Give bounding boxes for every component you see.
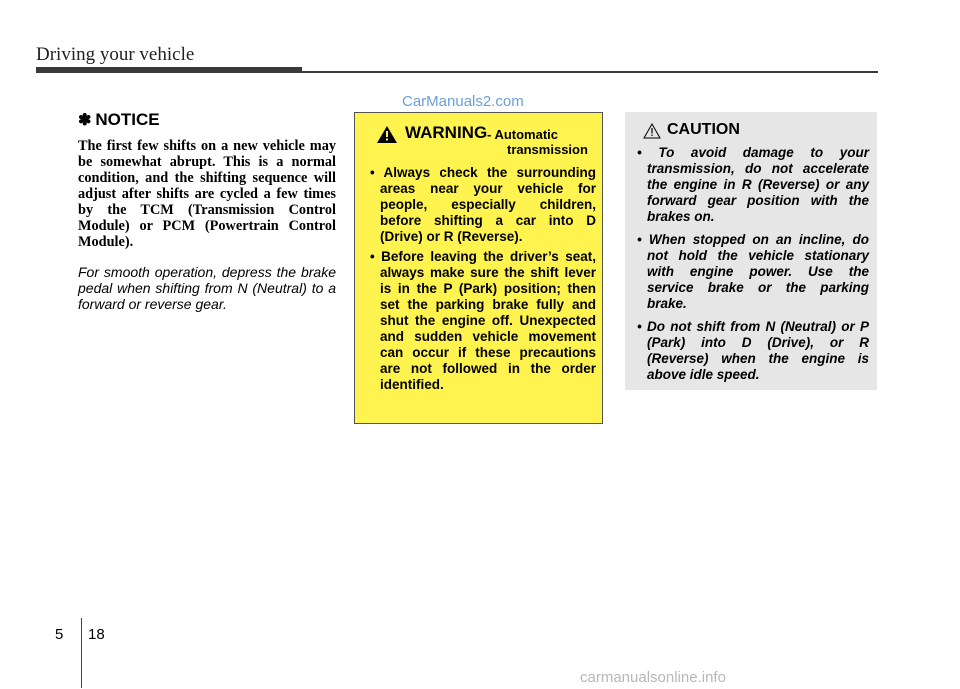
watermark-bottom: carmanualsonline.info [580,669,726,686]
list-item: • To avoid damage to your transmission, do not accelerate the engine in R (Reverse) or any forward gear position with the brakes on. [637,145,869,224]
list-item: • Always check the surrounding areas near your vehicle for people, especially children, before shifting a car into D (Drive) or R (Reverse). [370,165,597,244]
footer-divider [81,618,82,688]
notice-section [78,110,336,312]
list-item: • When stopped on an incline, do not hold the vehicle stationary with engine power. Use the service brake or the parking brake. [637,232,869,311]
page-header-title: Driving your vehicle [36,44,195,65]
warning-triangle-icon [377,126,397,143]
warning-box [354,112,603,424]
caution-title: CAUTION [667,121,740,138]
notice-body: The first few shifts on a new vehicle may be somewhat abrupt. This is a normal condition, and the shifting sequence will adjust after shifts are cycled a few times by the TCM (Transmission Control Module) or PCM (Powertrain Control Module). [78,138,336,250]
warning-list [366,165,596,397]
warning-subtitle [487,127,607,157]
caution-list [633,145,869,390]
warning-title: WARNING [405,123,488,142]
notice-heading-label: NOTICE [95,110,160,129]
notice-heading [78,110,336,130]
list-item: • Before leaving the driver’s seat, always make sure the shift lever is in the P (Park) position; then set the parking brake fully and shut the engine off. Unexpected and sudden vehicle movement can occur if these precautions are not followed in the order identified. [370,249,596,392]
bullet: • [637,319,642,334]
bullet: • [370,165,375,180]
header-rule-thick [36,67,302,73]
bullet: • [637,145,642,160]
list-item: • Do not shift from N (Neutral) or P (Park) into D (Drive), or R (Reverse) when the engine is above idle speed. [637,319,869,382]
watermark-top: CarManuals2.com [402,93,524,110]
bullet: • [637,232,642,247]
caution-triangle-icon [643,123,661,139]
chapter-number: 5 [55,626,64,643]
warning-subtitle-line1: - Automatic [487,127,559,142]
bullet: • [370,249,375,264]
caution-box [625,112,877,390]
header-rule-thin [302,71,878,73]
notice-star-icon: ✽ [78,112,92,129]
page-number: 18 [88,626,105,643]
warning-subtitle-line2: transmission [507,142,588,157]
notice-italic-tip: For smooth operation, depress the brake pedal when shifting from N (Neutral) to a forward or reverse gear. [78,264,336,312]
